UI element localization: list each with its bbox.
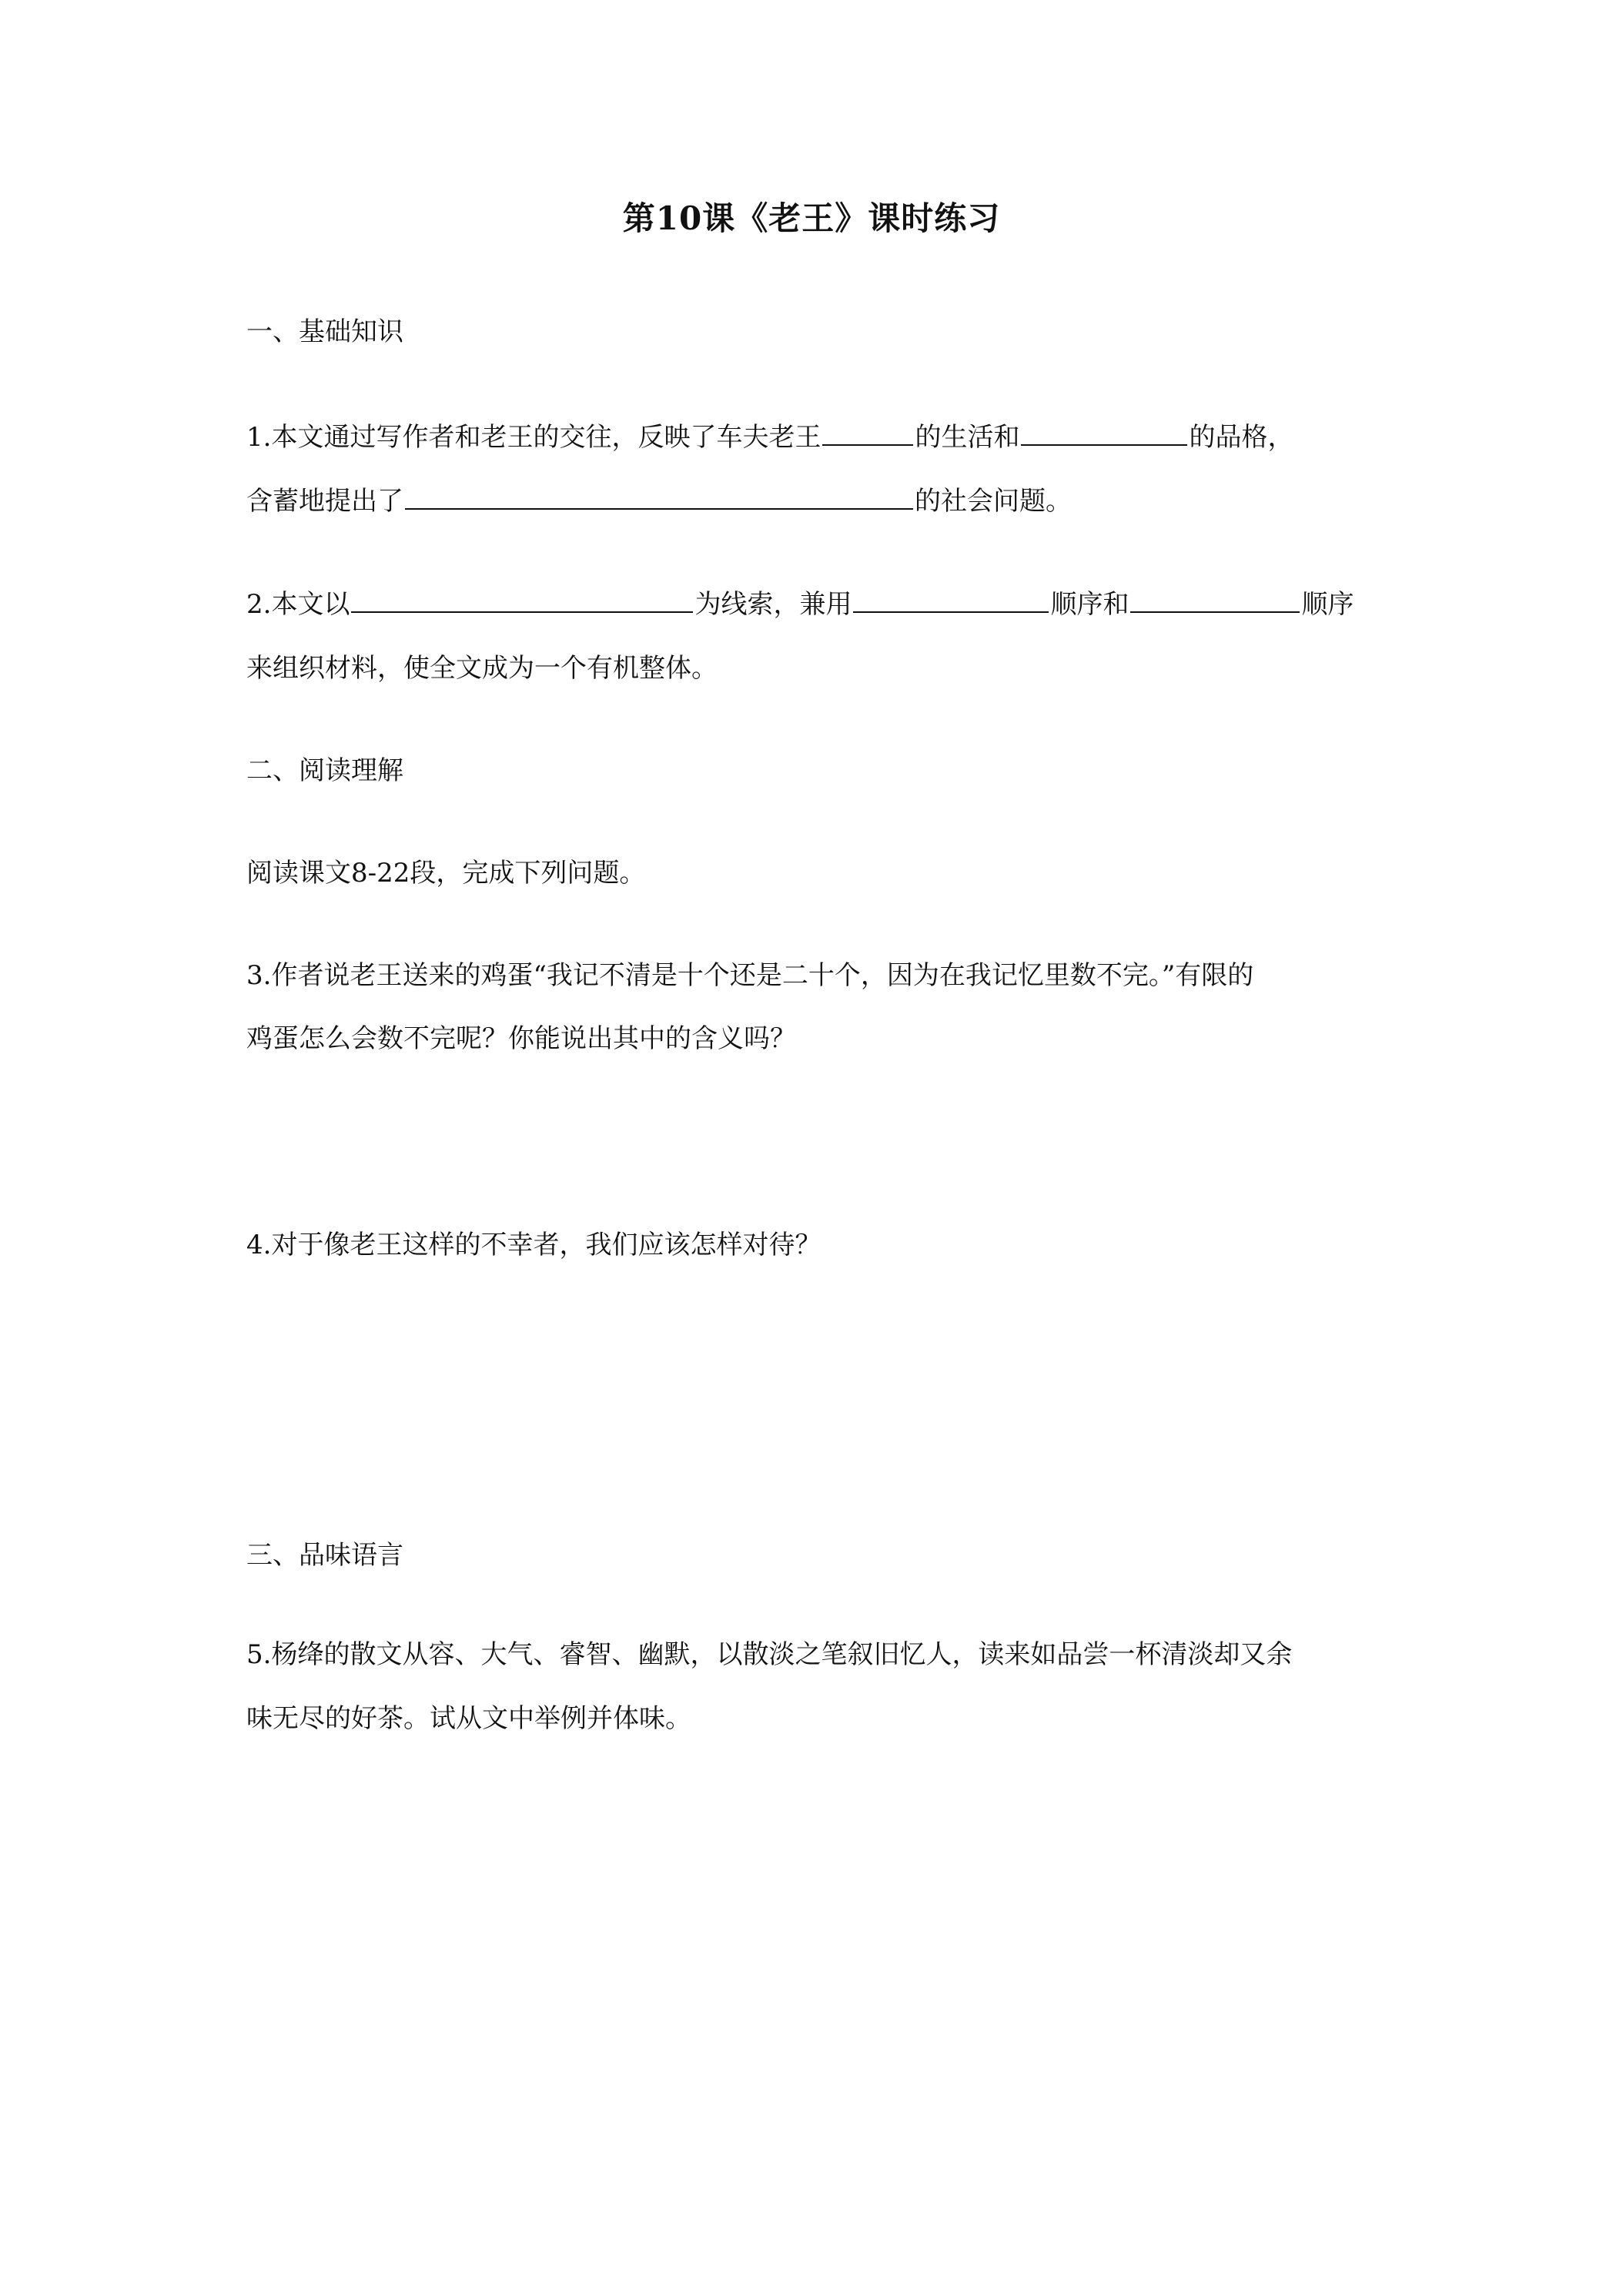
q1-blank-life[interactable] (822, 417, 913, 446)
q1-text-b: 的生活和 (915, 422, 1020, 453)
page-title: 第10课《老王》课时练习 (622, 199, 1001, 237)
q2-blank-clue[interactable] (351, 584, 693, 613)
section-heading-basic: 一、基础知识 (246, 316, 403, 347)
q2-blank-order-2[interactable] (1130, 584, 1300, 613)
question-4: 4.对于像老王这样的不幸者，我们应该怎样对待？ (246, 1230, 822, 1260)
q1-text-a: 1.本文通过写作者和老王的交往，反映了车夫老王 (246, 422, 822, 453)
q2-text-d: 顺序 (1301, 589, 1354, 620)
question-1-line-1 (246, 417, 1293, 457)
question-1-line-2 (246, 480, 1072, 520)
question-3-answer-area[interactable] (246, 1070, 1386, 1209)
q2-text-c: 顺序和 (1050, 589, 1129, 620)
q1-blank-character[interactable] (1021, 417, 1187, 446)
section-heading-reading: 二、阅读理解 (246, 755, 403, 786)
reading-instruction: 阅读课文8-22段，完成下列问题。 (246, 858, 646, 889)
question-3-line-1: 3.作者说老王送来的鸡蛋“我记不清是十个还是二十个，因为在我记忆里数不完。”有限的 (246, 960, 1254, 991)
q2-text-a: 2.本文以 (246, 589, 350, 620)
question-2-line-1 (246, 584, 1354, 624)
question-5-answer-area[interactable] (246, 1755, 1386, 2140)
q2-text-b: 为线索，兼用 (694, 589, 852, 620)
question-3-line-2: 鸡蛋怎么会数不完呢？你能说出其中的含义吗？ (246, 1023, 796, 1054)
q1-text-d: 含蓄地提出了 (246, 486, 403, 517)
question-5-line-2: 味无尽的好茶。试从文中举例并体味。 (246, 1703, 691, 1734)
section-heading-language: 三、品味语言 (246, 1540, 403, 1571)
question-5-line-1: 5.杨绛的散文从容、大气、睿智、幽默，以散淡之笔叙旧忆人，读来如品尝一杯清淡却又余 (246, 1639, 1293, 1670)
q2-blank-order-1[interactable] (853, 584, 1049, 613)
q1-blank-social-issue[interactable] (405, 480, 913, 510)
q1-text-c: 的品格， (1189, 422, 1294, 453)
question-4-answer-area[interactable] (246, 1278, 1386, 1509)
question-2-line-2: 来组织材料，使全文成为一个有机整体。 (246, 653, 718, 684)
q1-text-e: 的社会问题。 (915, 486, 1072, 517)
